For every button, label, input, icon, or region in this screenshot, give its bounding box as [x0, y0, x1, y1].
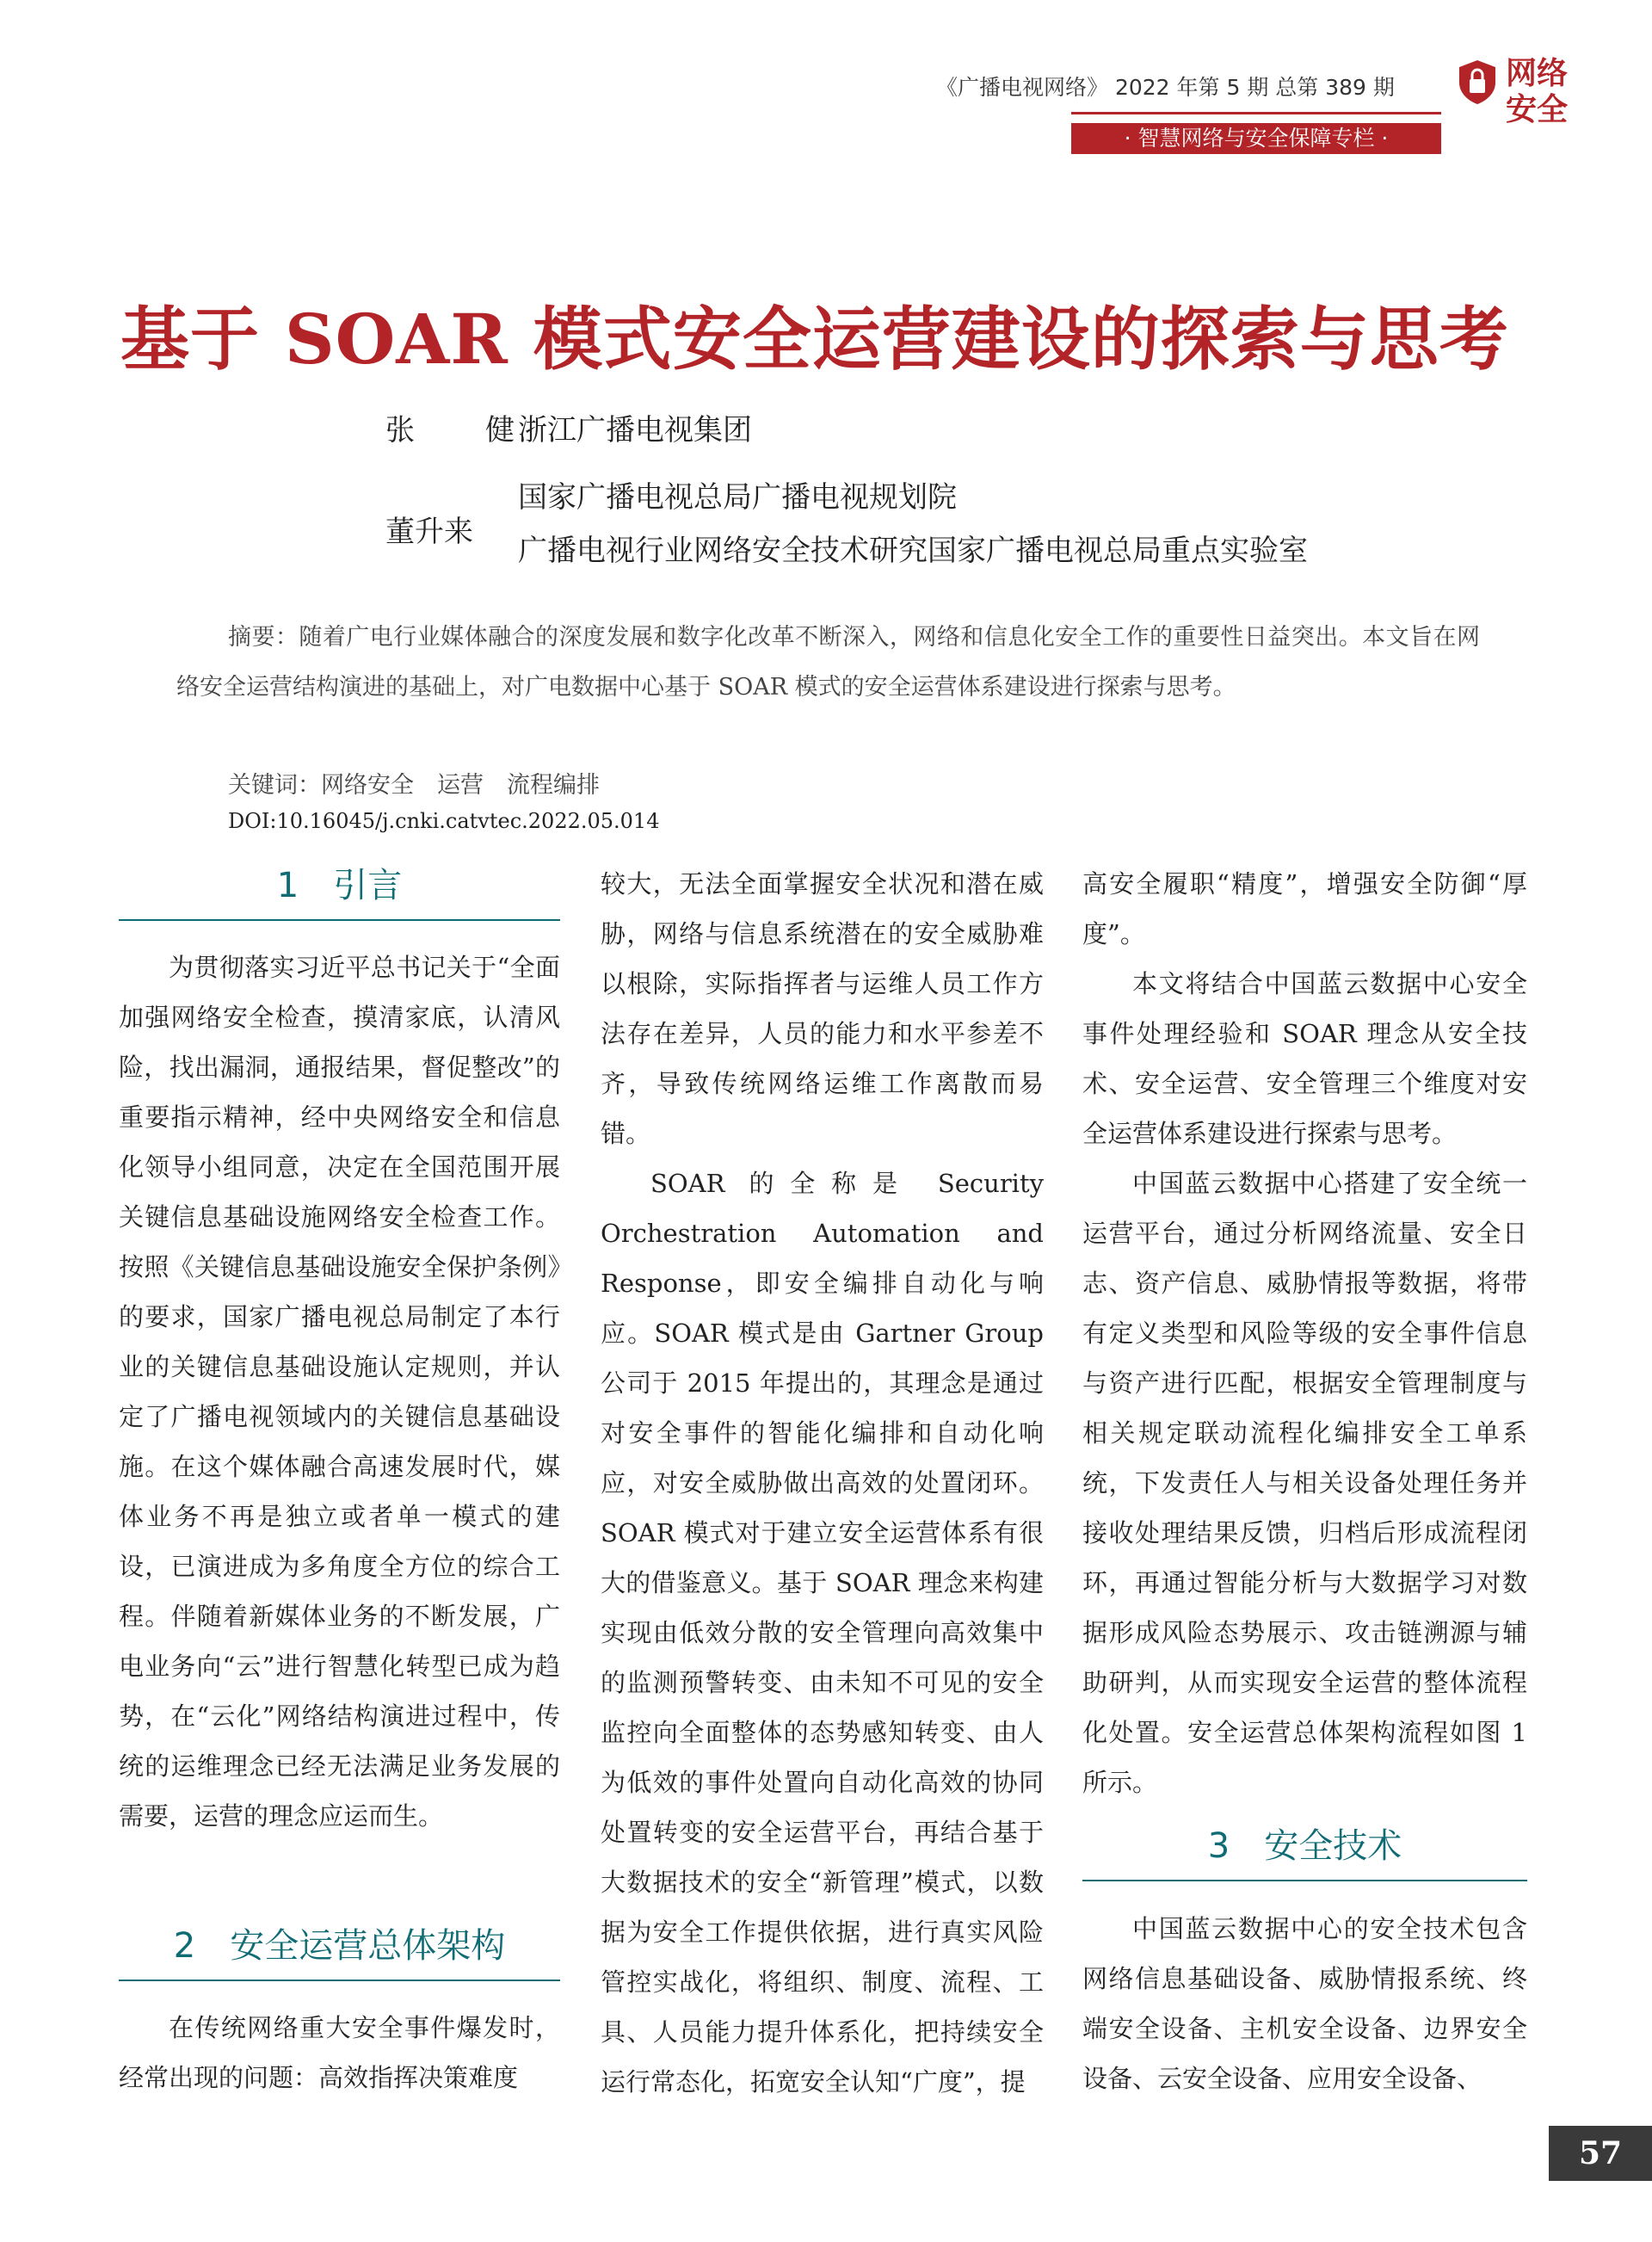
logo-text — [1506, 55, 1568, 127]
journal-issue-line: 《广播电视网络》 2022 年第 5 期 总第 389 期 — [936, 75, 1395, 100]
abstract: 摘要：随着广电行业媒体融合的深度发展和数字化改革不断深入，网络和信息化安全工作的重要性日益突出。本文旨在网络安全运营结构演进的基础上，对广电数据中心基于 SOAR 模式的安全运营体系建设进行探索与思考。 — [176, 624, 1480, 701]
column-tag: · 智慧网络与安全保障专栏 · — [1071, 123, 1441, 154]
author-affiliation: 广播电视行业网络安全技术研究国家广播电视总局重点实验室 — [518, 534, 1308, 568]
author-name: 董升来 — [385, 515, 473, 549]
logo-text-line-2: 安全 — [1506, 91, 1569, 127]
body-column-1-bottom — [119, 2003, 560, 2103]
page-number: 57 — [1549, 2126, 1652, 2181]
header-rule — [1071, 112, 1441, 114]
section-heading-security-technology: 3 安全技术 — [1082, 1818, 1527, 1881]
network-security-logo — [1452, 50, 1573, 139]
article-title: 基于 SOAR 模式安全运营建设的探索与思考 — [120, 299, 1509, 380]
paragraph: 本文将结合中国蓝云数据中心安全事件处理经验和 SOAR 理念从安全技术、安全运营、安全管理三个维度对安全运营体系建设进行探索与思考。 — [1082, 969, 1527, 1148]
doi: DOI:10.16045/j.cnki.catvtec.2022.05.014 — [228, 809, 660, 833]
paragraph-continuation: 高安全履职“精度”，增强安全防御“厚度”。 — [1082, 869, 1527, 948]
body-column-3 — [1082, 859, 1527, 1807]
author-name: 张 健 — [385, 413, 535, 448]
logo-text-line-1: 网络 — [1506, 55, 1569, 91]
author-affiliation: 国家广播电视总局广播电视规划院 — [518, 480, 957, 515]
body-column-2 — [601, 859, 1044, 2107]
paragraph-continuation: 较大，无法全面掌握安全状况和潜在威胁，网络与信息系统潜在的安全威胁难以根除，实际指挥者与运维人员工作方法存在差异，人员的能力和水平参差不齐，导致传统网络运维工作离散而易错。 — [601, 869, 1044, 1148]
lock-icon — [1458, 59, 1497, 105]
keywords: 关键词：网络安全 运营 流程编排 — [228, 772, 600, 799]
paragraph: 在传统网络重大安全事件爆发时，经常出现的问题：高效指挥决策难度 — [119, 2013, 560, 2092]
body-column-3-bottom — [1082, 1904, 1527, 2103]
section-heading-introduction: 1 引言 — [119, 857, 560, 921]
paragraph: 为贯彻落实习近平总书记关于“全面加强网络安全检查，摸清家底，认清风险，找出漏洞，通报结果，督促整改”的重要指示精神，经中央网络安全和信息化领导小组同意，决定在全国范围开展关键信息基础设施网络安全检查工作。按照《关键信息基础设施安全保护条例》的要求，国家广播电视总局制定了本行业的关键信息基础设施认定规则，并认定了广播电视领域内的关键信息基础设施。在这个媒体融合高速发展时代，媒体业务不再是独立或者单一模式的建设，已演进成为多角度全方位的综合工程。伴随着新媒体业务的不断发展，广电业务向“云”进行智慧化转型已成为趋势，在“云化”网络结构演进过程中，传统的运维理念已经无法满足业务发展的需要，运营的理念应运而生。 — [119, 953, 560, 1831]
section-heading-architecture: 2 安全运营总体架构 — [119, 1918, 560, 1981]
paragraph: 中国蓝云数据中心搭建了安全统一运营平台，通过分析网络流量、安全日志、资产信息、威胁情报等数据，将带有定义类型和风险等级的安全事件信息与资产进行匹配，根据安全管理制度与相关规定联动流程化编排安全工单系统，下发责任人与相关设备处理任务并接收处理结果反馈，归档后形成流程闭环，再通过智能分析与大数据学习对数据形成风险态势展示、攻击链溯源与辅助研判，从而实现安全运营的整体流程化处置。安全运营总体架构流程如图 1 所示。 — [1082, 1169, 1527, 1797]
paragraph: 中国蓝云数据中心的安全技术包含网络信息基础设备、威胁情报系统、终端安全设备、主机安全设备、边界安全设备、云安全设备、应用安全设备、 — [1082, 1914, 1527, 2093]
author-affiliation: 浙江广播电视集团 — [518, 413, 752, 448]
body-column-1 — [119, 942, 560, 1841]
paragraph: SOAR 的全称是 Security Orchestration Automation and Response，即安全编排自动化与响应。SOAR 模式是由 Gartner Group 公司于 2015 年提出的，其理念是通过对安全事件的智能化编排和自动化响应，对安全威胁做出高效的处置闭环。SOAR 模式对于建立安全运营体系有很大的借鉴意义。基于 SOAR 理念来构建实现由低效分散的安全管理向高效集中的监测预警转变、由未知不可见的安全监控向全面整体的态势感知转变、由人为低效的事件处置向自动化高效的协同处置转变的安全运营平台，再结合基于大数据技术的安全“新管理”模式，以数据为安全工作提供依据，进行真实风险管控实战化，将组织、制度、流程、工具、人员能力提升体系化，把持续安全运行常态化，拓宽安全认知“广度”，提 — [601, 1169, 1044, 2097]
